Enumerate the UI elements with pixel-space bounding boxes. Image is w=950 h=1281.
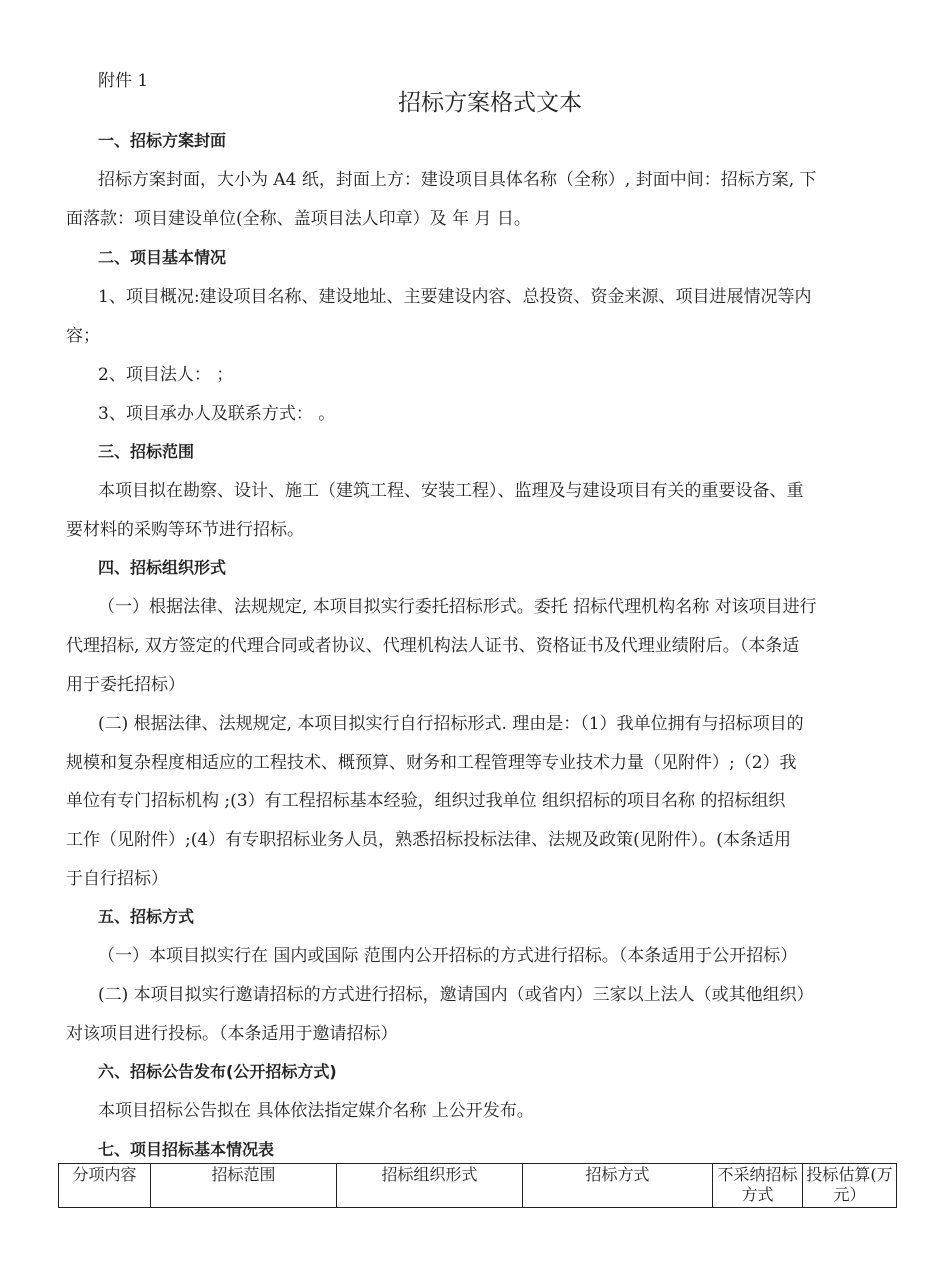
section-heading-5: 五、招标方式 <box>98 907 195 926</box>
paragraph-line: 规模和复杂程度相适应的工程技术、概预算、财务和工程管理等专业技术力量（见附件）;（2）我 <box>66 753 797 773</box>
section-heading-1: 一、招标方案封面 <box>98 131 227 150</box>
table-header-cell: 不采纳招标方式 <box>713 1164 803 1208</box>
document-title: 招标方案格式文本 <box>398 90 582 116</box>
paragraph-line: 代理招标, 双方签定的代理合同或者协议、代理机构法人证书、资格证书及代理业绩附后。（本条适 <box>66 636 800 656</box>
paragraph-line: （一）本项目拟实行在 国内或国际 范围内公开招标的方式进行招标。（本条适用于公开招标） <box>98 946 798 966</box>
section-heading-4: 四、招标组织形式 <box>98 558 227 577</box>
paragraph-line: 面落款：项目建设单位(全称、盖项目法人印章）及 年 月 日。 <box>66 209 531 229</box>
paragraph-line: 招标方案封面，大小为 A4 纸，封面上方：建设项目具体名称（全称）, 封面中间：招标方案, 下 <box>98 170 817 190</box>
table-header-row <box>59 1164 897 1208</box>
attachment-label: 附件 1 <box>98 71 149 91</box>
section-heading-3: 三、招标范围 <box>98 442 195 461</box>
paragraph-line: 工作（见附件）;(4）有专职招标业务人员，熟悉招标投标法律、法规及政策(见附件）。(本条适用 <box>66 830 791 850</box>
paragraph-line: 容； <box>66 326 100 346</box>
table-header-cell: 分项内容 <box>59 1164 151 1208</box>
paragraph-line: 3、项目承办人及联系方式： 。 <box>98 404 336 424</box>
paragraph-line: 本项目招标公告拟在 具体依法指定媒介名称 上公开发布。 <box>98 1101 534 1121</box>
paragraph-line: 于自行招标） <box>66 869 168 889</box>
table-header-cell: 招标范围 <box>151 1164 337 1208</box>
paragraph-line: (二) 根据法律、法规规定, 本项目拟实行自行招标形式. 理由是：（1）我单位拥有与招标项目的 <box>98 714 804 734</box>
table-header-cell: 投标估算(万元） <box>803 1164 897 1208</box>
paragraph-line: (二) 本项目拟实行邀请招标的方式进行招标，邀请国内（或省内）三家以上法人（或其他组织） <box>98 985 814 1005</box>
paragraph-line: 要材料的采购等环节进行招标。 <box>66 520 304 540</box>
paragraph-line: 对该项目进行投标。（本条适用于邀请招标） <box>66 1024 398 1044</box>
table-header-cell: 招标方式 <box>523 1164 713 1208</box>
section-heading-7: 七、项目招标基本情况表 <box>98 1140 275 1159</box>
bidding-info-table <box>58 1163 897 1208</box>
paragraph-line: 用于委托招标） <box>66 675 185 695</box>
section-heading-6: 六、招标公告发布(公开招标方式) <box>98 1062 337 1081</box>
paragraph-line: 1、项目概况:建设项目名称、建设地址、主要建设内容、总投资、资金来源、项目进展情况等内 <box>98 287 812 307</box>
paragraph-line: 单位有专门招标机构 ;(3）有工程招标基本经验，组织过我单位 组织招标的项目名称 的招标组织 <box>66 791 786 811</box>
table-header-cell: 招标组织形式 <box>337 1164 523 1208</box>
paragraph-line: 本项目拟在勘察、设计、施工（建筑工程、安装工程）、监理及与建设项目有关的重要设备、重 <box>98 481 804 501</box>
section-heading-2: 二、项目基本情况 <box>98 248 227 267</box>
paragraph-line: 2、项目法人： ； <box>98 365 234 385</box>
paragraph-line: （一）根据法律、法规规定, 本项目拟实行委托招标形式。委托 招标代理机构名称 对该项目进行 <box>98 597 817 617</box>
